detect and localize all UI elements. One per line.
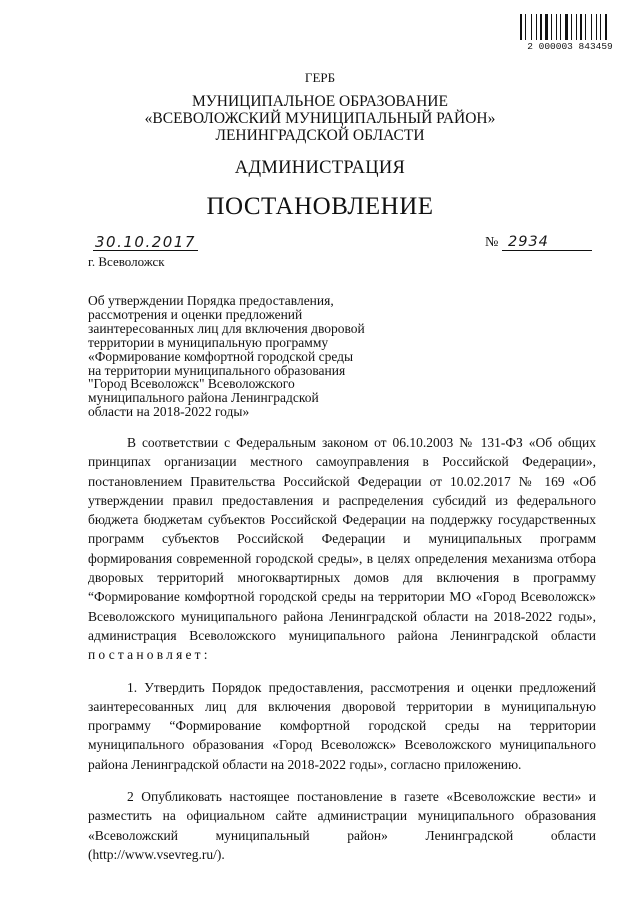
barcode-bar	[525, 14, 526, 40]
preamble-paragraph	[88, 433, 596, 665]
barcode-bar	[576, 14, 577, 40]
barcode-bar	[598, 14, 599, 40]
barcode-bar	[602, 14, 604, 40]
barcode-bar	[562, 14, 564, 40]
barcode-bar	[551, 14, 552, 40]
resolution-word: постановляет:	[88, 647, 211, 663]
organization-line: ЛЕНИНГРАДСКОЙ ОБЛАСТИ	[215, 127, 425, 144]
barcode-bar	[571, 14, 572, 40]
preamble-text: В соответствии с Федеральным законом от 06.10.2003 № 131-ФЗ «Об общих принципах организации местного самоуправления в Российской Федерации», постановлением Правительства Российской Федерации от 10.02.2017 № 169 «Об утверждении правил предоставления и распределения субсидий из федерального бюджета бюджетам субъектов Российской Федерации на поддержку государственных программ субъектов Российской Федерации и муниципальных программ формирования современной городской среды», в целях определения механизма отбора дворовых территорий многоквартирных домов для включения в программу “Формирование комфортной городской среды на территории МО «Город Всеволожск» Всеволожского муниципального района Ленинградской области на 2018-2022 годы», администрация Всеволожского муниципального района Ленинградской области	[88, 435, 596, 643]
document-number: 2934	[502, 234, 592, 251]
barcode-bar	[533, 14, 535, 40]
barcode-bar	[583, 14, 584, 40]
barcode-bar	[585, 14, 586, 40]
document-type-title: ПОСТАНОВЛЕНИЕ	[206, 193, 434, 220]
subject-line: на территории муниципального образования	[88, 362, 346, 378]
organization-name	[0, 93, 640, 144]
subject-line: Об утверждении Порядка предоставления,	[88, 293, 334, 308]
barcode-bar	[540, 14, 542, 40]
item-2-paragraph: 2 Опубликовать настоящее постановление в газете «Всеволожские вести» и разместить на официальном сайте администрации муниципального образования «Всеволожский муниципальный район» Ленинградской области (http://www.vsevreg.ru/).	[88, 789, 596, 862]
barcode-bar	[596, 14, 597, 40]
subject-line: муниципального района Ленинградской	[88, 390, 319, 406]
barcode-bar	[580, 14, 582, 40]
barcode-number: 2 000003 843459	[527, 41, 613, 52]
document-date: 30.10.2017	[93, 234, 198, 251]
barcode-bar	[565, 14, 568, 40]
barcode-bar	[538, 14, 539, 40]
barcode-bar	[600, 14, 601, 40]
barcode-bar	[593, 14, 595, 40]
subject-line: "Город Всеволожск" Всеволожского	[88, 376, 295, 392]
barcode-bar	[605, 14, 607, 40]
barcode	[520, 14, 620, 52]
subject-line: области на 2018-2022 годы»	[88, 404, 250, 420]
barcode-bar	[531, 14, 532, 40]
subject-line: рассмотрения и оценки предложений	[88, 306, 303, 322]
subject-line: «Формирование комфортной городской среды	[88, 348, 354, 364]
administration-title: АДМИНИСТРАЦИЯ	[234, 158, 406, 178]
coat-of-arms-caption: ГЕРБ	[304, 70, 336, 85]
barcode-bar	[569, 14, 570, 40]
barcode-bar	[608, 14, 609, 40]
barcode-bar	[558, 14, 559, 40]
subject-line: территории в муниципальную программу	[88, 334, 329, 350]
barcode-bar	[560, 14, 561, 40]
organization-line: «ВСЕВОЛОЖСКИЙ МУНИЦИПАЛЬНЫЙ РАЙОН»	[144, 110, 496, 127]
barcode-bar	[591, 14, 592, 40]
barcode-bar	[556, 14, 557, 40]
barcode-bar	[545, 14, 548, 40]
barcode-bar	[587, 14, 590, 40]
document-body	[88, 433, 596, 864]
document-subject	[88, 294, 428, 419]
organization-line: МУНИЦИПАЛЬНОЕ ОБРАЗОВАНИЕ	[192, 93, 448, 110]
number-label: №	[485, 235, 499, 250]
barcode-bar	[578, 14, 579, 40]
barcode-bar	[520, 14, 522, 40]
barcode-bar	[536, 14, 537, 40]
barcode-bar	[553, 14, 555, 40]
document-city: г. Всеволожск	[88, 254, 165, 269]
item-1-paragraph: 1. Утвердить Порядок предоставления, рассмотрения и оценки предложений заинтересованных лиц для включения дворовой территории в муниципальную программу “Формирование комфортной городской среды на территории муниципального образования «Город Всеволожск» Всеволожского муниципального района Ленинградской области на 2018-2022 годы», согласно приложению.	[88, 679, 596, 772]
barcode-bar	[527, 14, 530, 40]
barcode-bar	[549, 14, 550, 40]
barcode-bar	[573, 14, 575, 40]
subject-line: заинтересованных лиц для включения дворовой	[88, 320, 365, 336]
barcode-bar	[543, 14, 544, 40]
barcode-bars	[520, 14, 620, 40]
barcode-bar	[523, 14, 524, 40]
